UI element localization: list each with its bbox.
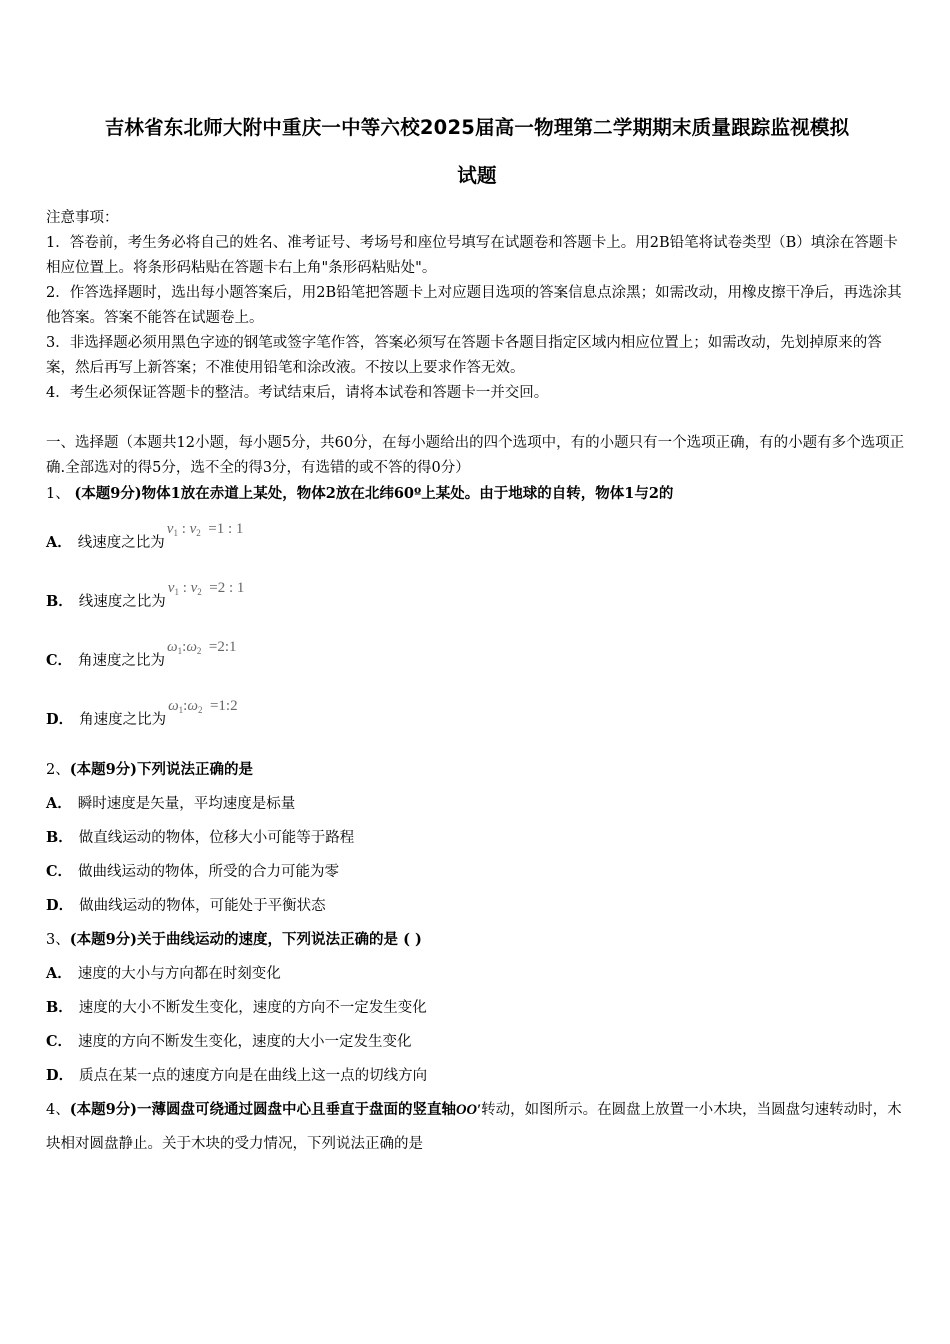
option-letter: D． <box>46 711 74 728</box>
option-letter: A． <box>46 534 72 551</box>
option-letter: A． <box>46 965 72 982</box>
option-text: 速度的大小不断发生变化，速度的方向不一定发生变化 <box>78 1000 427 1016</box>
exam-title-line1: 吉林省东北师大附中重庆一中等六校2025届高一物理第二学期期末质量跟踪监视模拟 <box>104 116 850 139</box>
ratio-formula: $\omega_1:\omega_2$ =2:1 <box>167 639 237 656</box>
option-letter: B． <box>46 593 73 610</box>
question-1 <box>46 481 908 507</box>
section-heading: 一、选择题（本题共12小题，每小题5分，共60分，在每小题给出的四个选项中，有的小题只有一个选项正确，有的小题有多个选项正确.全部选对的得5分，选不全的得3分，有选错的或不答的得0分） <box>46 435 905 476</box>
option-letter: C． <box>46 652 73 669</box>
option-text: 瞬时速度是矢量，平均速度是标量 <box>77 796 296 812</box>
question-stem: (本题9分)关于曲线运动的速度，下列说法正确的是 ( ) <box>69 931 422 948</box>
question-number: 3、 <box>46 932 70 948</box>
option-text: 速度的大小与方向都在时刻变化 <box>77 966 281 982</box>
notes-heading: 注意事项： <box>46 210 119 226</box>
q3-option-c <box>46 1025 908 1059</box>
axis-label: OO′ <box>456 1102 482 1118</box>
option-text: 做曲线运动的物体，所受的合力可能为零 <box>78 864 340 880</box>
notes-block <box>46 206 908 406</box>
question-stem-part2: 转动，如图所示。在圆盘上放置一小木块，当圆盘匀速转动时，木块相对圆盘静止。关于木块的受力情况，下列说法正确的是 <box>46 1102 902 1152</box>
ratio-formula: $\omega_1:\omega_2$ =1:2 <box>168 698 238 715</box>
q3-option-a <box>46 957 908 991</box>
note-item: 1．答卷前，考生务必将自己的姓名、准考证号、考场号和座位号填写在试题卷和答题卡上。用2B铅笔将试卷类型（B）填涂在答题卡相应位置上。将条形码粘贴在答题卡右上角"条形码粘贴处"。 <box>46 235 898 276</box>
q1-option-c <box>46 625 908 684</box>
q3-option-d <box>46 1059 908 1093</box>
option-letter: D． <box>46 897 74 914</box>
q2-option-c <box>46 855 908 889</box>
option-letter: D． <box>46 1067 74 1084</box>
question-stem-part1: (本题9分)一薄圆盘可绕通过圆盘中心且垂直于盘面的竖直轴 <box>69 1101 457 1118</box>
q2-option-a <box>46 787 908 821</box>
option-letter: C． <box>46 863 73 880</box>
q1-option-d <box>46 684 908 743</box>
option-text: 线速度之比为 <box>77 535 165 551</box>
option-text: 角速度之比为 <box>78 653 166 669</box>
option-text: 线速度之比为 <box>78 594 166 610</box>
question-2 <box>46 753 908 787</box>
question-stem: (本题9分)下列说法正确的是 <box>69 761 254 778</box>
option-text: 做曲线运动的物体，可能处于平衡状态 <box>79 898 326 914</box>
ratio-formula: $v_1$ : $v_2 =1$ : 1 <box>166 521 244 538</box>
option-letter: A． <box>46 795 72 812</box>
note-item: 2．作答选择题时，选出每小题答案后，用2B铅笔把答题卡上对应题目选项的答案信息点涂黑；如需改动，用橡皮擦干净后，再选涂其他答案。答案不能答在试题卷上。 <box>46 285 902 326</box>
option-letter: B． <box>46 829 73 846</box>
q3-option-b <box>46 991 908 1025</box>
q1-option-b <box>46 566 908 625</box>
q1-option-a <box>46 507 908 566</box>
exam-title-line2: 试题 <box>457 164 497 187</box>
q2-option-b <box>46 821 908 855</box>
note-item: 3．非选择题必须用黑色字迹的钢笔或签字笔作答，答案必须写在答题卡各题目指定区域内相应位置上；如需改动，先划掉原来的答案，然后再写上新答案；不准使用铅笔和涂改液。不按以上要求作答无效。 <box>46 335 882 376</box>
exam-title <box>40 104 914 200</box>
option-letter: B． <box>46 999 73 1016</box>
exam-page <box>46 104 908 1161</box>
question-3 <box>46 923 908 957</box>
option-text: 做直线运动的物体，位移大小可能等于路程 <box>78 830 355 846</box>
q2-option-d <box>46 889 908 923</box>
option-text: 速度的方向不断发生变化，速度的大小一定发生变化 <box>78 1034 412 1050</box>
option-text: 质点在某一点的速度方向是在曲线上这一点的切线方向 <box>79 1068 428 1084</box>
option-letter: C． <box>46 1033 73 1050</box>
question-stem: (本题9分)物体1放在赤道上某处，物体2放在北纬60º上某处。由于地球的自转，物体1与2的 <box>74 485 674 502</box>
option-text: 角速度之比为 <box>79 712 167 728</box>
question-number: 2、 <box>46 762 70 778</box>
question-number: 4、 <box>46 1102 70 1118</box>
ratio-formula: $v_1$ : $v_2 =2$ : 1 <box>167 580 245 597</box>
question-number: 1、 <box>46 486 70 502</box>
note-item: 4．考生必须保证答题卡的整洁。考试结束后，请将本试卷和答题卡一并交回。 <box>46 385 549 401</box>
question-4 <box>46 1093 908 1161</box>
